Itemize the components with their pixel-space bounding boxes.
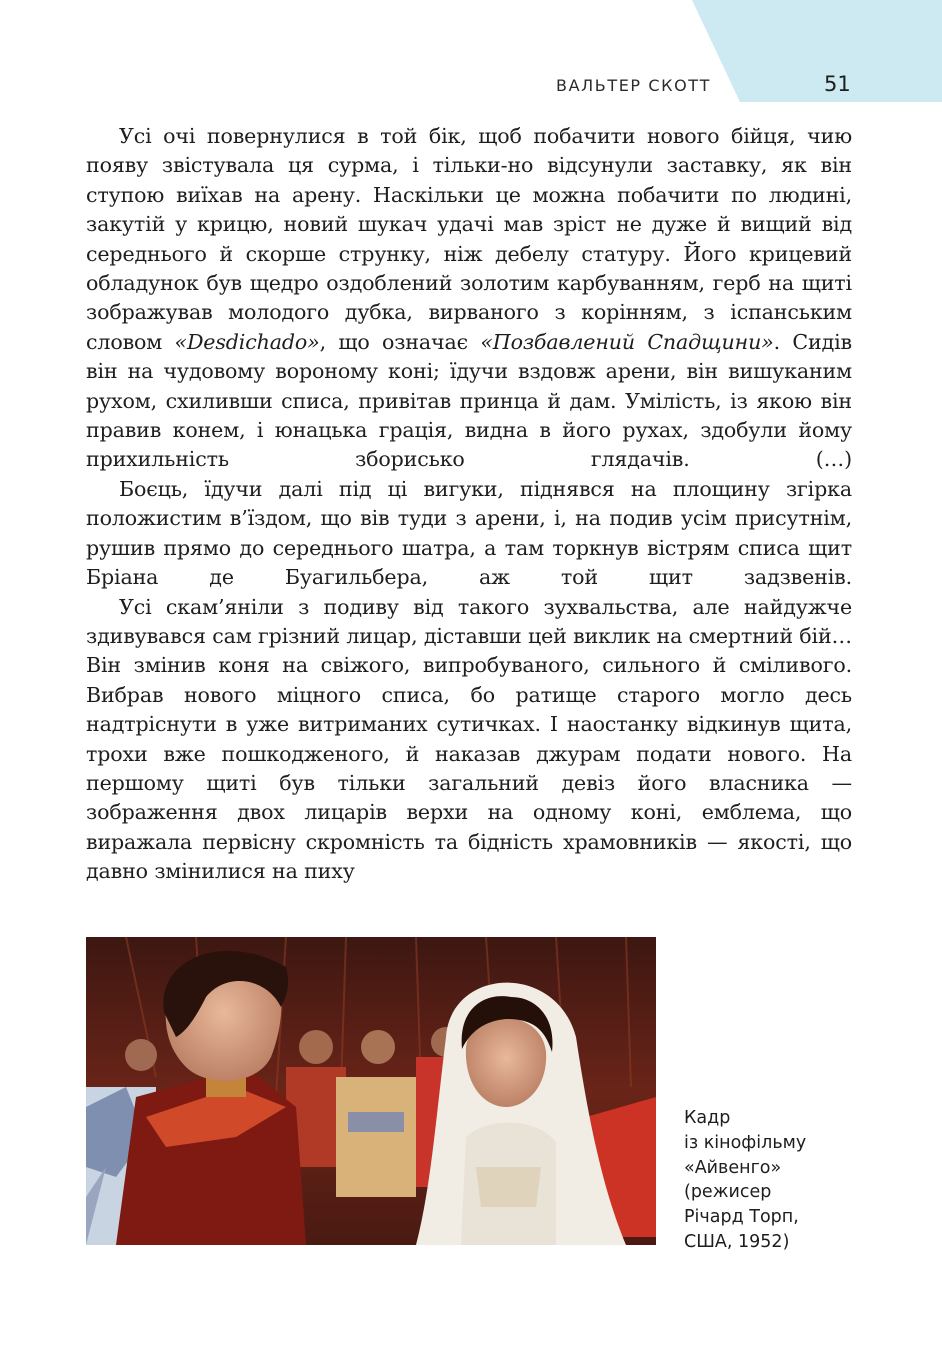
paragraph-1-part-2: , що означає [319, 329, 481, 354]
italic-desdichado: «Desdichado» [174, 329, 320, 354]
film-still-photo [86, 937, 656, 1245]
paragraph-2: Боєць, їдучи далі під ці вигуки, піднявся на площину згірка положистим в’їздом, що вів туди з арени, і, на подив усім присутнім, рушив прямо до середнього шатра, а там торкнув вістрям списа щит Бріана де Буагильбера, аж той щит задзвенів. [86, 476, 852, 590]
page-number: 51 [824, 72, 851, 96]
caption-line: Річард Торп, [684, 1207, 799, 1228]
paragraph-1 [86, 122, 852, 475]
caption-line: США, 1952) [684, 1231, 790, 1252]
paragraph-1-part-1: Усі очі повернулися в той бік, щоб побачити нового бійця, чию появу звістувала ця сурма, і тільки-но відсунули заставку, як він ступою виїхав на арену. Наскільки це можна побачити по людині, закутій у крицю, новий шукач удачі мав зріст не дуже й вищий від середнього й скорше струнку, ніж дебелу статуру. Його крицевий обладунок був щедро оздоблений золотим карбуванням, герб на щиті зображував молодого дубка, вирваного з корінням, з іспанським словом [86, 124, 852, 354]
paragraph-3: Усі скам’яніли з подиву від такого зухвальства, але найдужче здивувався сам грізний лицар, діставши цей виклик на смертний бій… Він змінив коня на свіжого, випробуваного, сильного й сміливого. Вибрав нового міцного списа, бо ратище старого могло десь надтріснути в уже витриманих сутичках. І наостанку відкинув щита, трохи вже пошкодженого, й наказав джурам подати нового. На першому щиті був тільки загальний девіз його власника — зображення двох лицарів верхи на одному коні, емблема, що виражала первісну скромність та бідність храмовників — якості, що давно змінилися на пиху [86, 594, 852, 884]
header-corner-accent [692, 0, 942, 102]
italic-translation: «Позбавлений Спадщини» [480, 329, 774, 354]
caption-line: «Айвенго» [684, 1157, 782, 1178]
caption-line: Кадр [684, 1108, 731, 1128]
caption-line: (режисер [684, 1182, 772, 1203]
running-title: ВАЛЬТЕР СКОТТ [556, 76, 712, 95]
photo-caption [684, 1106, 854, 1255]
body-text [86, 122, 852, 887]
caption-line: із кінофільму [684, 1132, 807, 1153]
paragraph-1-part-3: . Сидів він на чудовому вороному коні; їдучи вздовж арени, він вишуканим рухом, схиливши списа, привітав принца й дам. Умілість, із якою він правив конем, і юнацька грація, видна в його рухах, здобули йому прихильність зборисько глядачів. (…) [86, 329, 852, 472]
